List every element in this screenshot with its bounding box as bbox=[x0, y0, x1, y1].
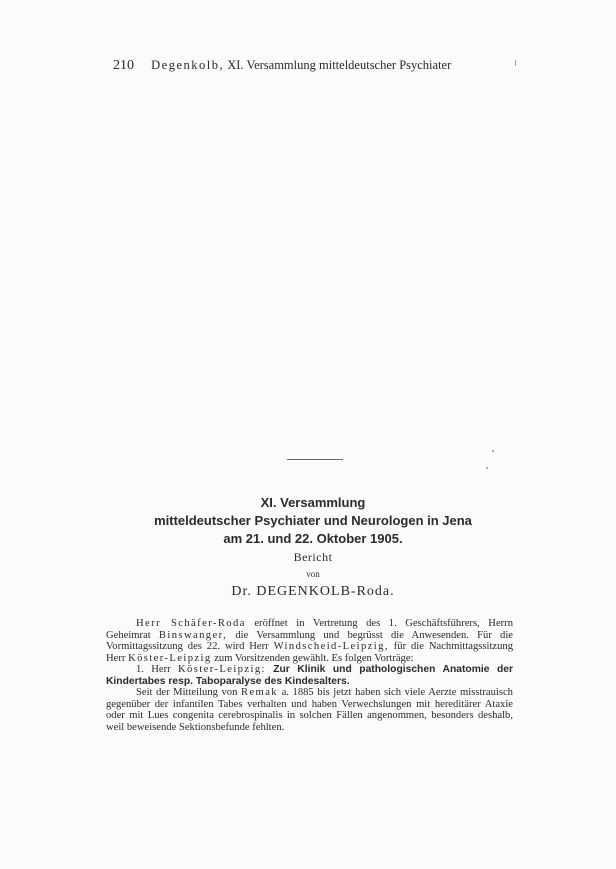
title-line-3: am 21. und 22. Oktober 1905. bbox=[223, 531, 403, 546]
paragraph-opening bbox=[106, 618, 513, 664]
paragraph-text: für die Nachmittagssitzung Herr bbox=[106, 641, 513, 664]
person-name: Remak bbox=[240, 687, 278, 698]
paper-speck bbox=[486, 467, 488, 469]
paragraph-talk-1 bbox=[106, 664, 513, 687]
paragraph-text: 1. Herr bbox=[136, 664, 178, 675]
paragraph-text: eröffnet in Vertretung des 1. Geschäftsführers, Herrn Geheimrat bbox=[106, 618, 513, 641]
person-name: Köster-Leipzig bbox=[128, 652, 212, 664]
talk-title: Zur Klinik und pathologischen Anatomie der Kindertabes resp. Taboparalyse des Kindesalters. bbox=[106, 664, 513, 687]
speaker-name: Köster-Leipzig: bbox=[178, 664, 266, 675]
by-label: von bbox=[306, 569, 320, 579]
paragraph-text: die Versammlung und begrüsst die Anwesenden. Für die Vormittagssitzung des 22. wird Herr bbox=[106, 629, 513, 652]
paragraph-talk-body bbox=[106, 687, 513, 733]
section-divider bbox=[287, 459, 343, 460]
paragraph-text: zum Vorsitzenden gewählt. Es folgen Vorträge: bbox=[211, 652, 414, 664]
running-head-title: XI. Versammlung mitteldeutscher Psychiater bbox=[227, 58, 452, 72]
body-text bbox=[106, 618, 513, 733]
title-block bbox=[108, 494, 518, 600]
paragraph-text: Seit der Mitteilung von bbox=[136, 687, 241, 698]
title-line-1: XI. Versammlung bbox=[260, 495, 366, 510]
report-author: Dr. DEGENKOLB-Roda. bbox=[231, 584, 395, 599]
person-name: Herr Schäfer-Roda bbox=[136, 618, 246, 629]
title-line-2: mitteldeutscher Psychiater und Neurologen in Jena bbox=[154, 513, 472, 528]
paragraph-text: a. 1885 bis jetzt haben sich viele Aerzte misstrauisch gegenüber der infantilen Tabes verhalten und haben Verwechslungen mit hereditärer Ataxie oder mit Lues congenita cerebrospinalis in solchen Fällen angenommen, besonders deshalb, weil beweisende Sektionsbefunde fehlten. bbox=[106, 687, 513, 733]
page-number: 210 bbox=[113, 58, 134, 73]
running-head-author: Degenkolb, bbox=[151, 58, 225, 72]
paper-speck bbox=[492, 450, 494, 452]
paper-speck bbox=[515, 60, 516, 66]
report-label: Bericht bbox=[293, 550, 333, 564]
running-head bbox=[113, 58, 451, 74]
person-name: Binswanger, bbox=[158, 629, 228, 641]
person-name: Windscheid-Leipzig, bbox=[273, 641, 389, 652]
